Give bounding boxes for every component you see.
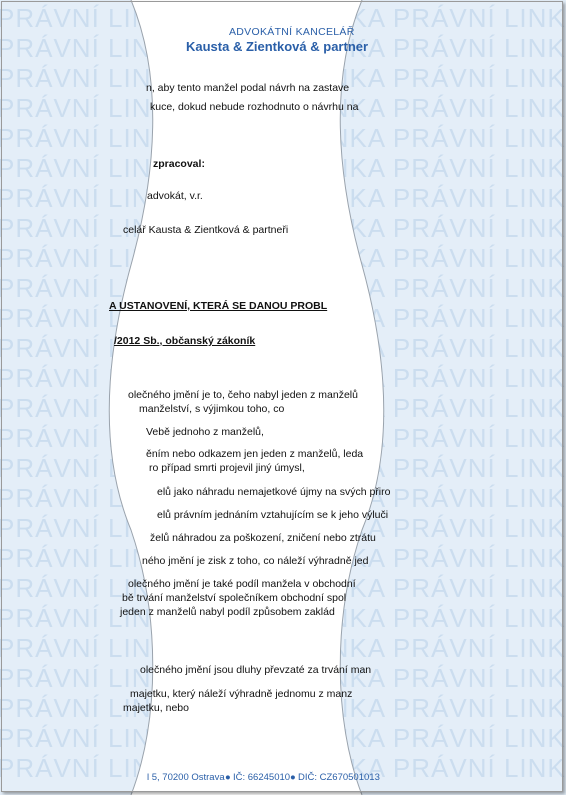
body-line: n, aby tento manžel podal návrh na zastave: [146, 82, 350, 94]
law-line: olečného jmění jsou dluhy převzaté za trvání man: [140, 664, 372, 676]
law-line: majetku, který náleží výhradně jednomu z manz: [130, 688, 353, 700]
law-line: elů právním jednáním vztahujícím se k jeho výluči: [157, 509, 389, 521]
law-line: ěním nebo odkazem jen jeden z manželů, leda: [146, 448, 364, 460]
bullet-icon: ●: [225, 772, 231, 783]
law-line: ného jmění je zisk z toho, co náleží výhradně jed: [142, 555, 369, 567]
footer-ic: IČ: 66245010: [233, 772, 291, 783]
body-line: kuce, dokud nebude rozhodnuto o návrhu na: [150, 101, 359, 113]
law-title: /2012 Sb., občanský zákoník: [114, 335, 256, 347]
law-line: olečného jmění je také podíl manžela v obchodní: [128, 578, 356, 590]
law-line: majetku, nebo: [123, 702, 189, 714]
footer-dic: DIČ: CZ670501013: [298, 772, 380, 783]
law-line: ro případ smrti projevil jiný úmysl,: [149, 462, 305, 474]
prepared-label: zpracoval:: [153, 158, 205, 170]
law-line: manželství, s výjimkou toho, co: [139, 403, 285, 415]
law-line: olečného jmění je to, čeho nabyl jeden z manželů: [128, 389, 358, 401]
bullet-icon: ●: [290, 772, 296, 783]
section-heading: A USTANOVENÍ, KTERÁ SE DANOU PROBL: [109, 300, 328, 312]
law-line: bě trvání manželství společníkem obchodní spol: [122, 592, 347, 604]
law-line: želů náhradou za poškození, zničení nebo ztrátu: [150, 532, 376, 544]
law-line: elů jako náhradu nemajetkové újmy na svých přiro: [157, 486, 391, 498]
office-line: celář Kausta & Zientková & partneři: [123, 224, 289, 236]
firm-name: Kausta & Zientková & partner: [186, 39, 369, 54]
firm-type: ADVOKÁTNÍ KANCELÁŘ: [229, 26, 355, 38]
footer-address: l 5, 70200 Ostrava: [147, 772, 225, 783]
author-line: advokát, v.r.: [147, 190, 203, 202]
law-line: Vebě jednoho z manželů,: [146, 426, 264, 438]
law-line: jeden z manželů nabyl podíl způsobem zaklád: [120, 606, 335, 618]
